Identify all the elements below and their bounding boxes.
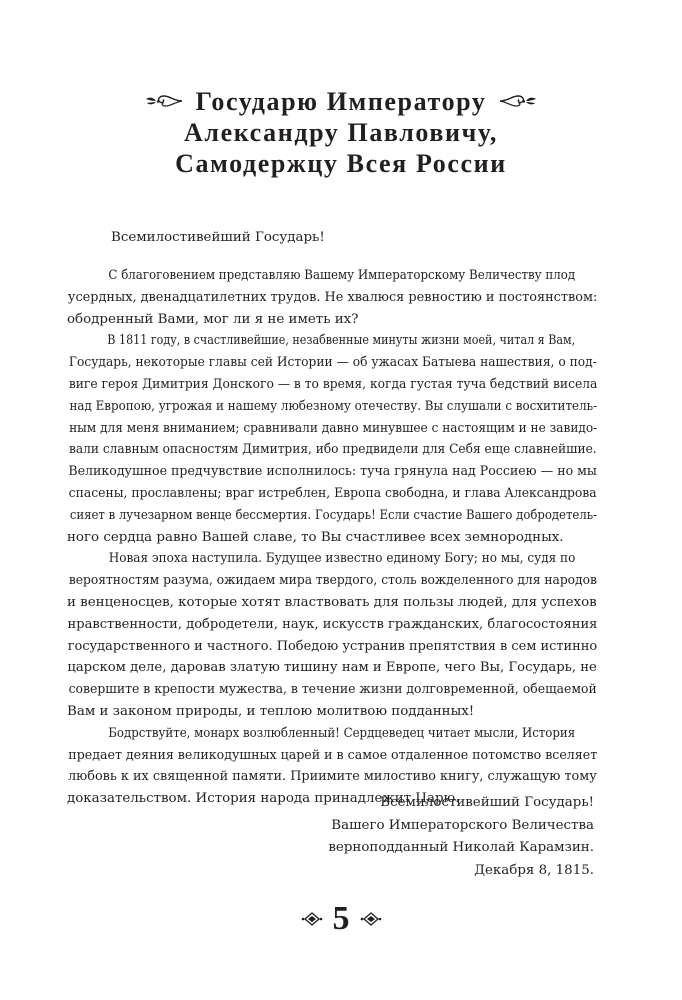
paragraph [67, 330, 598, 548]
text-line: вероятностям разума, ожидаем мира твердого, столь вожделенного для народов [68, 573, 597, 589]
heading-line-3: Самодержцу Всея России [175, 149, 507, 178]
text-line: Бодрствуйте, монарх возлюбленный! Сердцеведец читает мысли, История [108, 725, 576, 741]
text-line: вали славным опасностям Димитрия, ибо предвидели для Себя еще славнейшие. [69, 442, 597, 458]
heading-line-2: Александру Павловичу, [184, 118, 498, 147]
text-line: нравственности, добродетели, наук, искусств гражданских, благосостояния [67, 616, 598, 632]
text-line: доказательством. История народа принадлежит Царю. [67, 791, 460, 807]
text-line: С благоговением представляю Вашему Императорскому Величеству плод [108, 268, 576, 283]
text-line: ным для меня вниманием; сравнивали давно минувшее с настоящим и не завидо- [69, 420, 598, 436]
dedication-heading [80, 86, 602, 179]
folio-ornament-right-icon [360, 898, 382, 936]
salutation: Всемилостивейший Государь! [111, 230, 325, 245]
text-line: спасены, прославлены; враг истреблен, Европа свободна, и глава Александрова [68, 485, 597, 501]
heading-line-1-text: Государю Императору [195, 87, 487, 116]
signature-line-3: верноподданный Николай Карамзин. [328, 840, 594, 855]
text-line: виге героя Димитрия Донского — в то время, когда густая туча бедствий висела [68, 376, 598, 392]
text-line: В 1811 году, в счастливейшие, незабвенные минуты жизни моей, читал я Вам, [107, 333, 576, 349]
text-line: и венценосцев, которые хотят властвовать для пользы людей, для успехов [67, 594, 597, 610]
text-line: предает деяния великодушных царей и в самое отдаленное потомство вселяет [68, 747, 598, 763]
signature-line-1: Всемилостивейший Государь! [380, 795, 594, 810]
text-line: усердных, двенадцатилетних трудов. Не хвалюся ревностию и постоянством: [67, 289, 598, 305]
paragraph [67, 548, 598, 722]
text-line: совершите в крепости мужества, в течение жизни долговременной, обещаемой [68, 682, 597, 698]
floral-ornament-left-icon [144, 92, 184, 110]
floral-ornament-right-icon [498, 92, 538, 110]
text-line: Государь, некоторые главы сей Истории — об ужасах Батыева нашествия, о под- [68, 355, 597, 371]
signature-date: Декабря 8, 1815. [474, 862, 594, 878]
text-line: ободренный Вами, мог ли я не иметь их? [67, 311, 359, 327]
text-line: Новая эпоха наступила. Будущее известно единому Богу; но мы, судя по [108, 551, 576, 567]
page-number: 5 [332, 900, 350, 937]
signature-block [328, 792, 594, 882]
text-line: сияет в лучезарном венце бессмертия. Государь! Если счастие Вашего добродетель- [69, 507, 598, 523]
signature-line-2: Вашего Императорского Величества [331, 817, 594, 833]
text-line: Великодушное предчувствие исполнилось: туча грянула над Россиею — но мы [68, 464, 597, 480]
text-line: любовь к их священной памяти. Приимите милостиво книгу, служащую тому [67, 769, 597, 785]
text-line: царском деле, даровав златую тишину нам и Европе, чего Вы, Государь, не [67, 660, 597, 676]
text-line: ного сердца равно Вашей славе, то Вы счастливее всех земнородных. [67, 529, 564, 545]
text-line: над Европою, угрожая и нашему любезному отечеству. Вы слушали с восхититель- [69, 398, 598, 414]
paragraph [67, 265, 598, 330]
folio-ornament-left-icon [301, 898, 323, 936]
text-line: Вам и законом природы, и теплою молитвою подданных! [67, 703, 475, 719]
page-folio [0, 900, 682, 940]
letter-body [67, 265, 598, 810]
heading-line-1 [80, 86, 602, 117]
text-line: государственного и частного. Победою устранив препятствия в сем истинно [67, 638, 598, 654]
